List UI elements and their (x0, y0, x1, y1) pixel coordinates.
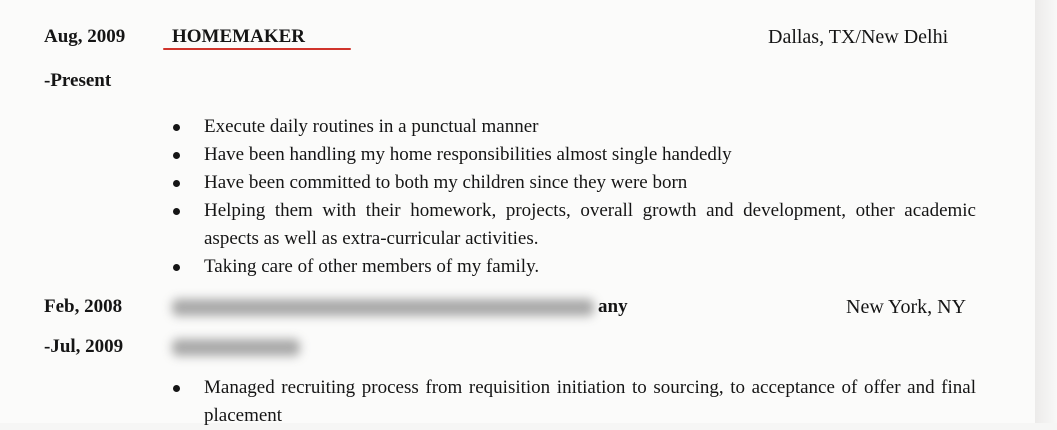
bullet-icon (173, 180, 180, 187)
entry-2-date-start: Feb, 2008 (44, 296, 123, 317)
list-item (170, 169, 976, 197)
redacted-company-name (172, 299, 594, 316)
spellcheck-underline (163, 48, 351, 50)
list-item (170, 141, 976, 169)
page-edge-shadow (1035, 0, 1057, 423)
bullet-icon (173, 385, 180, 392)
entry-1-date-end: -Present (44, 70, 112, 91)
entry-2-location: New York, NY (846, 296, 967, 318)
bullet-text: Helping them with their homework, projects, overall growth and development, other academic aspects as well as extra-curricular activities. (204, 200, 976, 249)
bullet-text: Have been handling my home responsibilities almost single handedly (204, 144, 732, 165)
bullet-text: Managed recruiting process from requisition initiation to sourcing, to acceptance of offer and final placement (204, 377, 976, 426)
bullet-icon (173, 264, 180, 271)
entry-1-bullet-list (170, 113, 976, 281)
entry-1-job-title: HOMEMAKER (172, 26, 305, 47)
list-item (170, 374, 976, 430)
entry-2-date-end: -Jul, 2009 (44, 336, 124, 357)
bullet-text: Execute daily routines in a punctual manner (204, 116, 539, 137)
entry-2-company-fragment: any (598, 296, 628, 317)
entry-1-location: Dallas, TX/New Delhi (768, 26, 949, 48)
entry-2-bullet-list (170, 374, 976, 430)
list-item (170, 253, 976, 281)
bullet-icon (173, 124, 180, 131)
bullet-text: Taking care of other members of my family. (204, 256, 540, 277)
entry-1-date-start: Aug, 2009 (44, 26, 126, 47)
bullet-icon (173, 152, 180, 159)
list-item (170, 113, 976, 141)
list-item (170, 197, 976, 253)
bullet-text: Have been committed to both my children since they were born (204, 172, 688, 193)
bullet-icon (173, 208, 180, 215)
redacted-job-title (172, 339, 300, 356)
